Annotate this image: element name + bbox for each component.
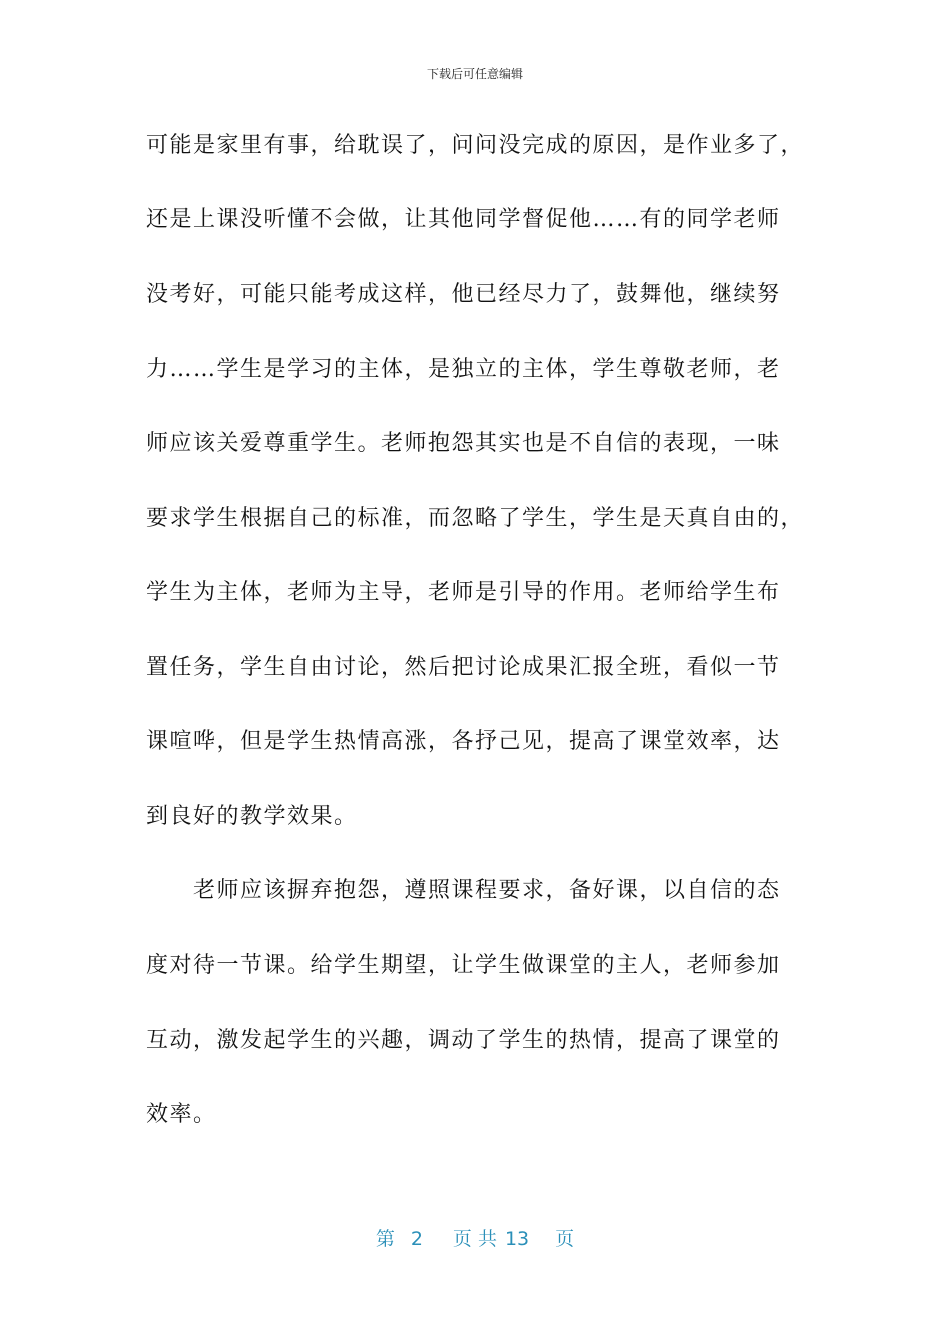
page-header-note: 下载后可任意编辑 [426, 67, 523, 81]
body-line: 师应该关爱尊重学生。老师抱怨其实也是不自信的表现，一味 [146, 431, 781, 456]
body-line: 可能是家里有事，给耽误了，问问没完成的原因，是作业多了， [146, 133, 805, 158]
current-page-number: 2 [410, 1228, 423, 1250]
body-line: 互动，激发起学生的兴趣，调动了学生的热情，提高了课堂的 [146, 1028, 781, 1053]
body-line: 力……学生是学习的主体，是独立的主体，学生尊敬老师，老 [146, 357, 781, 382]
body-line: 还是上课没听懂不会做，让其他同学督促他……有的同学老师 [146, 207, 781, 232]
body-line: 到良好的教学效果。 [146, 804, 358, 829]
body-line: 置任务，学生自由讨论，然后把讨论成果汇报全班，看似一节 [146, 655, 781, 680]
body-line-indented: 老师应该摒弃抱怨，遵照课程要求，备好课，以自信的态 [193, 878, 781, 903]
footer-suffix: 页 [555, 1228, 575, 1250]
body-line: 效率。 [146, 1102, 217, 1127]
body-line: 要求学生根据自己的标准，而忽略了学生，学生是天真自由的， [146, 506, 805, 531]
page-footer-pagination [0, 1226, 950, 1252]
footer-middle: 页 共 [452, 1228, 497, 1250]
body-line: 课喧哗，但是学生热情高涨，各抒己见，提高了课堂效率，达 [146, 729, 781, 754]
body-line: 度对待一节课。给学生期望，让学生做课堂的主人，老师参加 [146, 953, 781, 978]
footer-prefix: 第 [375, 1228, 395, 1250]
body-line: 学生为主体，老师为主导，老师是引导的作用。老师给学生布 [146, 580, 781, 605]
body-line: 没考好，可能只能考成这样，他已经尽力了，鼓舞他，继续努 [146, 282, 781, 307]
total-pages-number: 13 [504, 1228, 530, 1250]
